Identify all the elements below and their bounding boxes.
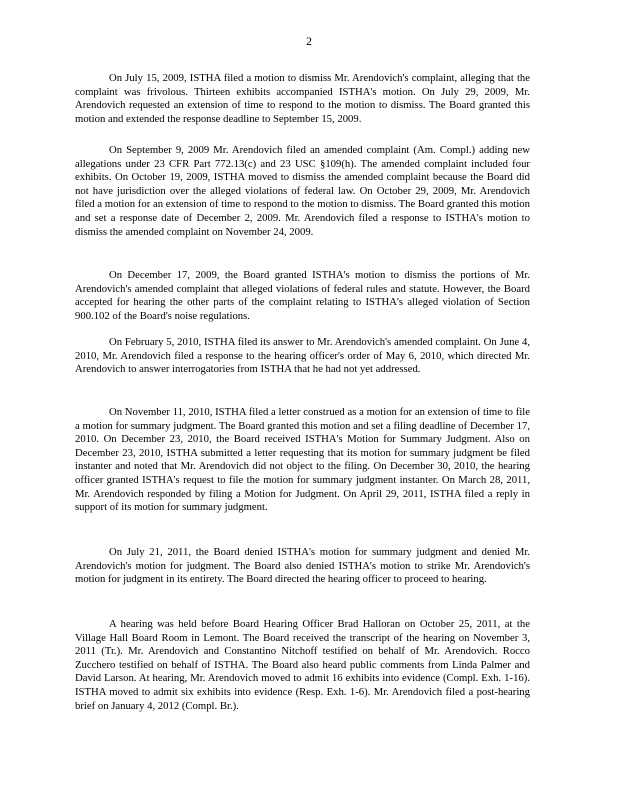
paragraph-board-granted-dismiss: On December 17, 2009, the Board granted ISTHA's motion to dismiss the portions of Mr. Arendovich's amended complaint that alleged violations of federal rules and statute. However, the Board accepted for hearing the other parts of the complaint relating to ISTHA's alleged violation of Section 900.102 of the Board's noise regulations. [75,269,530,322]
paragraph-amended-complaint: On September 9, 2009 Mr. Arendovich filed an amended complaint (Am. Compl.) adding new allegations under 23 CFR Part 772.13(c) and 23 USC §109(h). The amended complaint included four exhibits. On October 19, 2009, ISTHA moved to dismiss the amended complaint because the Board did not have jurisdiction over the alleged violations of federal law. On October 29, 2009, Mr. Arendovich filed a motion for an extension of time to respond to the motion to dismiss. The Board granted this motion and set a response date of December 2, 2009. Mr. Arendovich filed a response to ISTHA's motion to dismiss the amended complaint on November 24, 2009. [75,144,530,238]
paragraph-motion-to-dismiss: On July 15, 2009, ISTHA filed a motion to dismiss Mr. Arendovich's complaint, alleging that the complaint was frivolous. Thirteen exhibits accompanied ISTHA's motion. On July 29, 2009, Mr. Arendovich requested an extension of time to respond to the motion to dismiss. The Board granted this motion and extended the response deadline to September 15, 2009. [75,72,530,125]
paragraph-answer-filed: On February 5, 2010, ISTHA filed its answer to Mr. Arendovich's amended complaint. On June 4, 2010, Mr. Arendovich filed a response to the hearing officer's order of May 6, 2010, which directed Mr. Arendovich to answer interrogatories from ISTHA that he had not yet addressed. [75,336,530,376]
page-number: 2 [306,34,312,48]
paragraph-hearing: A hearing was held before Board Hearing Officer Brad Halloran on October 25, 2011, at the Village Hall Board Room in Lemont. The Board received the transcript of the hearing on November 3, 2011 (Tr.). Mr. Arendovich and Constantino Nitchoff testified on behalf of Mr. Arendovich. Rocco Zucchero testified on behalf of ISTHA. The Board also heard public comments from Linda Palmer and David Larson. At hearing, Mr. Arendovich moved to admit 16 exhibits into evidence (Compl. Exh. 1-16). ISTHA moved to admit six exhibits into evidence (Resp. Exh. 1-6). Mr. Arendovich filed a post-hearing brief on January 4, 2012 (Compl. Br.). [75,618,530,712]
paragraph-summary-judgment-motion: On November 11, 2010, ISTHA filed a letter construed as a motion for an extension of time to file a motion for summary judgment. The Board granted this motion and set a filing deadline of December 17, 2010. On December 23, 2010, the Board received ISTHA's Motion for Summary Judgment. Also on December 23, 2010, ISTHA submitted a letter requesting that its motion for summary judgment be filed instanter and noted that Mr. Arendovich did not object to the filing. On December 30, 2010, the hearing officer granted ISTHA's request to file the motion for summary judgment instanter. On March 28, 2011, Mr. Arendovich responded by filing a Motion for Judgment. On April 29, 2011, ISTHA filed a reply in support of its motion for summary judgment. [75,406,530,514]
paragraph-board-denied: On July 21, 2011, the Board denied ISTHA's motion for summary judgment and denied Mr. Arendovich's motion for judgment. The Board also denied ISTHA's motion to strike Mr. Arendovich's motion for judgment in its entirety. The Board directed the hearing officer to proceed to hearing. [75,546,530,586]
